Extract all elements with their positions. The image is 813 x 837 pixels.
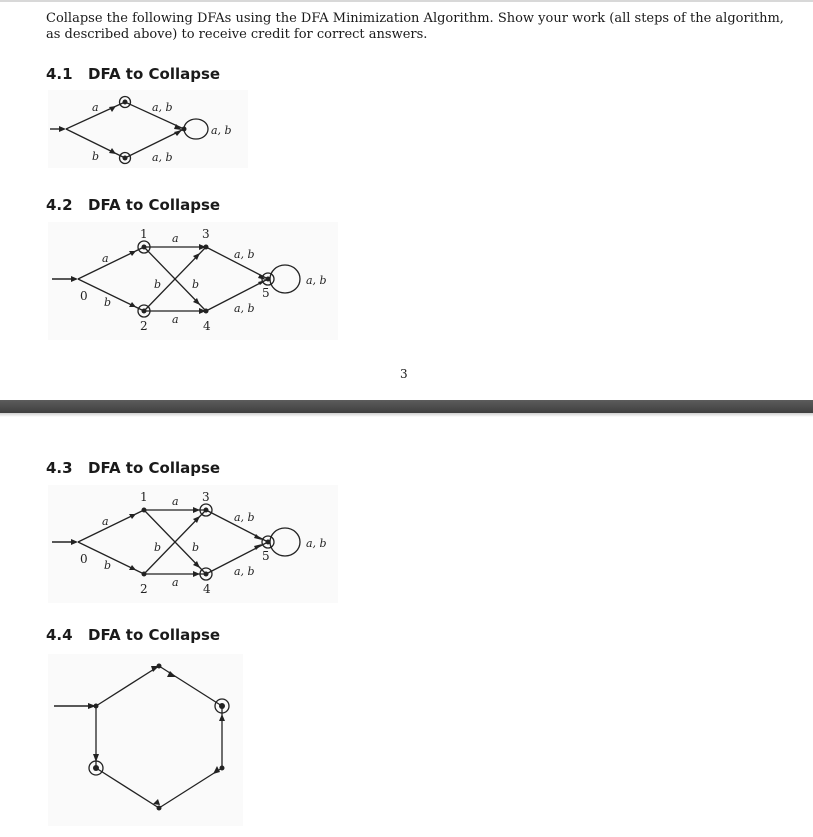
section-4-3-heading bbox=[46, 459, 220, 477]
page-break-shadow bbox=[0, 413, 813, 417]
section-title: DFA to Collapse bbox=[88, 65, 221, 83]
edge-label: a bbox=[92, 101, 99, 114]
section-title: DFA to Collapse bbox=[88, 196, 221, 214]
section-4-2-heading bbox=[46, 196, 220, 214]
dfa-4-4-diagram bbox=[48, 654, 243, 826]
edge-label: a bbox=[172, 576, 179, 589]
top-rule bbox=[0, 0, 813, 2]
edge-label: a bbox=[172, 313, 179, 326]
edge-label: b bbox=[104, 296, 112, 309]
edge-label: a, b bbox=[306, 274, 327, 287]
edge-label: b bbox=[92, 150, 100, 163]
edge-label: b bbox=[192, 541, 200, 554]
section-number: 4.2 bbox=[46, 196, 73, 214]
edge-label: b bbox=[104, 559, 112, 572]
page-number: 3 bbox=[400, 367, 408, 381]
dfa-4-2-diagram bbox=[48, 222, 338, 340]
dfa-4-1-diagram bbox=[48, 90, 248, 168]
edge-label: a bbox=[172, 232, 179, 245]
edge-label: a bbox=[102, 252, 109, 265]
edge-label: b bbox=[154, 278, 162, 291]
edge-label: a, b bbox=[234, 302, 255, 315]
state-label: 3 bbox=[202, 490, 210, 504]
edge-label: a bbox=[102, 515, 109, 528]
state-label: 5 bbox=[262, 549, 270, 563]
state-node bbox=[182, 127, 187, 132]
edge-label: b bbox=[192, 278, 200, 291]
state-label: 1 bbox=[140, 490, 148, 504]
section-title: DFA to Collapse bbox=[88, 459, 221, 477]
dfa-4-3-diagram bbox=[48, 485, 338, 603]
state-label: 2 bbox=[140, 319, 148, 333]
edge-label: a, b bbox=[211, 124, 232, 137]
state-label: 3 bbox=[202, 227, 210, 241]
section-number: 4.1 bbox=[46, 65, 73, 83]
state-label: 4 bbox=[203, 319, 211, 333]
state-label: 2 bbox=[140, 582, 148, 596]
edge-label: a, b bbox=[234, 511, 255, 524]
page-break-bar bbox=[0, 400, 813, 413]
instructions-text: Collapse the following DFAs using the DFA Minimization Algorithm. Show your work (all steps of the algorithm, as described above) to receive credit for correct answers. bbox=[46, 11, 784, 42]
edge-label: a, b bbox=[234, 565, 255, 578]
state-label: 4 bbox=[203, 582, 211, 596]
state-label: 0 bbox=[80, 552, 88, 566]
edge-label: a, b bbox=[234, 248, 255, 261]
section-title: DFA to Collapse bbox=[88, 626, 221, 644]
state-label: 1 bbox=[140, 227, 148, 241]
edge-label: a, b bbox=[306, 537, 327, 550]
edge-label: a, b bbox=[152, 151, 173, 164]
section-4-1-heading bbox=[46, 65, 220, 83]
section-number: 4.3 bbox=[46, 459, 73, 477]
edge-label: a, b bbox=[152, 101, 173, 114]
state-label: 0 bbox=[80, 289, 88, 303]
edge-label: a bbox=[172, 495, 179, 508]
edge-label: b bbox=[154, 541, 162, 554]
state-label: 5 bbox=[262, 286, 270, 300]
section-number: 4.4 bbox=[46, 626, 73, 644]
section-4-4-heading bbox=[46, 626, 220, 644]
